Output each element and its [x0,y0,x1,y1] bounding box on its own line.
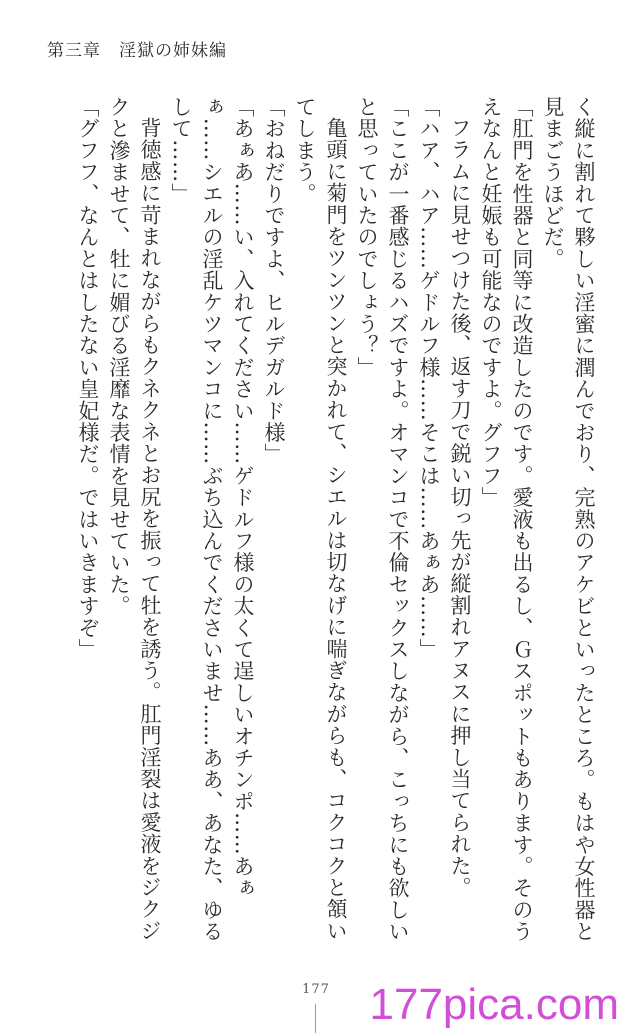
page-number: 177 [302,982,330,997]
paragraph-10: 「グフフ、なんとはしたない皇妃様だ。ではいきますぞ」 [76,96,100,661]
chapter-header: 第三章 淫獄の姉妹編 [47,41,227,61]
page-tick-line [315,1004,316,1033]
paragraph-8: 「あぁあ……い、入れてください……ゲドルフ様の太くて逞しいオチンポ……あぁぁ……シエルの淫乱ケツマンコに……ぶち込んでくださいませ……ああ、あなた、ゆるして……」 [169,96,255,943]
paragraph-3: フラムに見せつけた後、返す刀で鋭い切っ先が縦割れアヌスに押し当てられた。 [448,117,472,899]
paragraph-5: 「ここが一番感じるハズですよ。オマンコで不倫セックスしながら、こっちにも欲しいと思っていたのでしょう？」 [355,96,410,943]
paragraph-7: 「おねだりですよ、ヒルデガルド様」 [262,96,286,465]
site-watermark: 177pica.com [369,980,619,1029]
vertical-body-text [72,96,599,951]
paragraph-2: 「肛門を性器と同等に改造したのです。愛液も出るし、Ｇスポットもあります。そのうえなんと妊娠も可能なのですよ。グフフ」 [479,96,534,943]
paragraph-4: 「ハア、ハア……ゲドルフ様……そこは……あぁあ……」 [417,96,441,661]
paragraph-6: 亀頭に菊門をツンツンと突かれて、シエルは切なげに喘ぎながらも、コクコクと頷いてしまう。 [293,96,348,942]
paragraph-9: 背徳感に苛まれながらもクネクネとお尻を振って牡を誘う。肛門淫裂は愛液をジクジクと滲ませて、牡に媚びる淫靡な表情を見せていた。 [107,96,162,942]
paragraph-1: く縦に割れて夥しい淫蜜に潤んでおり、完熟のアケビといったところ。もはや女性器と見まごうほどだ。 [541,96,596,943]
